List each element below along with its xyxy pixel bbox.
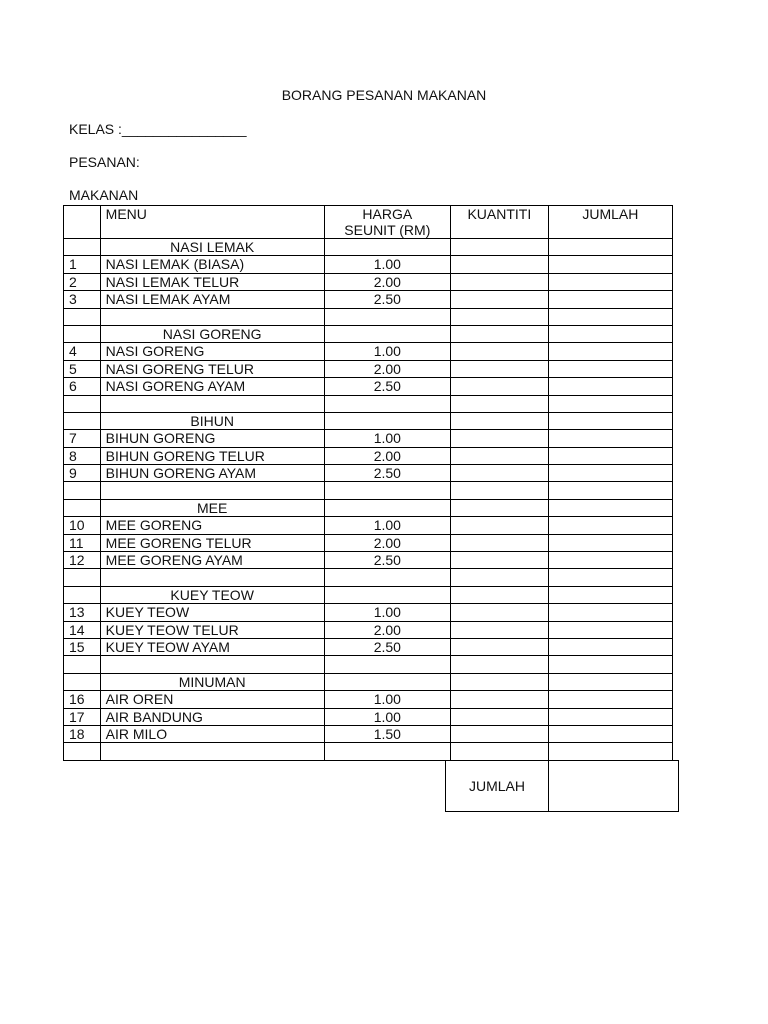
item-no: 13 (64, 604, 101, 621)
item-kuantiti-cell[interactable] (450, 343, 548, 360)
category-no-cell (64, 499, 101, 516)
item-name: AIR BANDUNG (100, 708, 324, 725)
item-no: 15 (64, 638, 101, 655)
item-kuantiti-cell[interactable] (450, 534, 548, 551)
table-row (64, 343, 673, 360)
item-no: 11 (64, 534, 101, 551)
spacer-cell (450, 395, 548, 412)
category-no-cell (64, 673, 101, 690)
spacer-cell (548, 308, 672, 325)
item-name: KUEY TEOW AYAM (100, 638, 324, 655)
header-harga-line2: SEUNIT (RM) (344, 222, 431, 238)
item-jumlah-cell[interactable] (548, 534, 672, 551)
spacer-cell (100, 569, 324, 586)
item-jumlah-cell[interactable] (548, 291, 672, 308)
item-jumlah-cell[interactable] (548, 465, 672, 482)
spacer-cell (450, 308, 548, 325)
table-row (64, 517, 673, 534)
category-jumlah-cell (548, 412, 672, 429)
item-name: BIHUN GORENG (100, 430, 324, 447)
item-no: 8 (64, 447, 101, 464)
spacer-cell (548, 743, 672, 760)
spacer-cell (324, 395, 450, 412)
item-kuantiti-cell[interactable] (450, 256, 548, 273)
item-price: 2.00 (324, 621, 450, 638)
item-no: 2 (64, 273, 101, 290)
item-price: 1.00 (324, 604, 450, 621)
item-no: 9 (64, 465, 101, 482)
item-price: 2.00 (324, 273, 450, 290)
item-name: NASI LEMAK AYAM (100, 291, 324, 308)
category-name: MEE (100, 499, 324, 516)
spacer-cell (64, 656, 101, 673)
category-no-cell (64, 586, 101, 603)
category-kuantiti-cell (450, 586, 548, 603)
item-price: 1.00 (324, 343, 450, 360)
item-name: MEE GORENG TELUR (100, 534, 324, 551)
category-name: MINUMAN (100, 673, 324, 690)
item-no: 10 (64, 517, 101, 534)
header-harga-line1: HARGA (362, 206, 413, 222)
item-name: NASI GORENG TELUR (100, 360, 324, 377)
item-price: 2.50 (324, 291, 450, 308)
item-no: 12 (64, 552, 101, 569)
item-kuantiti-cell[interactable] (450, 691, 548, 708)
item-kuantiti-cell[interactable] (450, 360, 548, 377)
spacer-row (64, 743, 673, 760)
item-name: NASI GORENG AYAM (100, 378, 324, 395)
category-row (64, 499, 673, 516)
spacer-cell (100, 743, 324, 760)
item-no: 7 (64, 430, 101, 447)
spacer-cell (64, 308, 101, 325)
category-no-cell (64, 325, 101, 342)
makanan-label: MAKANAN (69, 187, 139, 203)
item-kuantiti-cell[interactable] (450, 552, 548, 569)
table-row (64, 430, 673, 447)
spacer-cell (100, 395, 324, 412)
category-jumlah-cell (548, 499, 672, 516)
category-jumlah-cell (548, 239, 672, 256)
header-harga (324, 206, 450, 239)
item-price: 2.00 (324, 447, 450, 464)
item-price: 2.50 (324, 552, 450, 569)
item-jumlah-cell[interactable] (548, 708, 672, 725)
table-row (64, 691, 673, 708)
spacer-row (64, 395, 673, 412)
spacer-cell (64, 569, 101, 586)
table-row (64, 552, 673, 569)
item-name: BIHUN GORENG TELUR (100, 447, 324, 464)
category-kuantiti-cell (450, 239, 548, 256)
table-row (64, 638, 673, 655)
category-kuantiti-cell (450, 325, 548, 342)
form-title: BORANG PESANAN MAKANAN (281, 87, 487, 103)
spacer-cell (100, 482, 324, 499)
item-jumlah-cell[interactable] (548, 343, 672, 360)
item-price: 1.00 (324, 256, 450, 273)
item-name: AIR MILO (100, 725, 324, 742)
category-harga-cell (324, 325, 450, 342)
item-jumlah-cell[interactable] (548, 517, 672, 534)
category-jumlah-cell (548, 586, 672, 603)
spacer-cell (548, 395, 672, 412)
item-jumlah-cell[interactable] (548, 691, 672, 708)
item-name: KUEY TEOW (100, 604, 324, 621)
category-name: KUEY TEOW (100, 586, 324, 603)
item-no: 4 (64, 343, 101, 360)
item-no: 3 (64, 291, 101, 308)
table-row (64, 725, 673, 742)
item-no: 5 (64, 360, 101, 377)
item-price: 2.50 (324, 378, 450, 395)
spacer-cell (324, 308, 450, 325)
item-jumlah-cell[interactable] (548, 638, 672, 655)
item-no: 16 (64, 691, 101, 708)
pesanan-label: PESANAN: (69, 154, 140, 170)
spacer-row (64, 308, 673, 325)
header-no (64, 206, 101, 239)
item-jumlah-cell[interactable] (548, 604, 672, 621)
category-kuantiti-cell (450, 412, 548, 429)
item-jumlah-cell[interactable] (548, 725, 672, 742)
category-row (64, 586, 673, 603)
item-kuantiti-cell[interactable] (450, 447, 548, 464)
category-kuantiti-cell (450, 499, 548, 516)
category-no-cell (64, 239, 101, 256)
item-kuantiti-cell[interactable] (450, 604, 548, 621)
item-no: 14 (64, 621, 101, 638)
table-header-row (64, 206, 673, 239)
item-kuantiti-cell[interactable] (450, 291, 548, 308)
item-price: 1.50 (324, 725, 450, 742)
item-no: 1 (64, 256, 101, 273)
category-row (64, 412, 673, 429)
category-harga-cell (324, 673, 450, 690)
item-name: MEE GORENG AYAM (100, 552, 324, 569)
category-harga-cell (324, 412, 450, 429)
spacer-cell (548, 656, 672, 673)
total-row (446, 761, 679, 812)
item-name: KUEY TEOW TELUR (100, 621, 324, 638)
item-jumlah-cell[interactable] (548, 447, 672, 464)
category-name: NASI LEMAK (100, 239, 324, 256)
spacer-cell (450, 656, 548, 673)
item-kuantiti-cell[interactable] (450, 517, 548, 534)
item-name: BIHUN GORENG AYAM (100, 465, 324, 482)
category-name: BIHUN (100, 412, 324, 429)
header-menu: MENU (100, 206, 324, 239)
total-label: JUMLAH (446, 761, 549, 812)
spacer-cell (548, 569, 672, 586)
table-row (64, 360, 673, 377)
item-jumlah-cell[interactable] (548, 360, 672, 377)
category-jumlah-cell (548, 325, 672, 342)
item-price: 1.00 (324, 517, 450, 534)
category-harga-cell (324, 239, 450, 256)
total-value-cell[interactable] (549, 761, 679, 812)
spacer-cell (64, 743, 101, 760)
spacer-cell (64, 395, 101, 412)
item-jumlah-cell[interactable] (548, 552, 672, 569)
item-name: NASI GORENG (100, 343, 324, 360)
table-row (64, 534, 673, 551)
item-name: MEE GORENG (100, 517, 324, 534)
item-kuantiti-cell[interactable] (450, 273, 548, 290)
category-name: NASI GORENG (100, 325, 324, 342)
order-table (63, 205, 673, 761)
item-price: 2.00 (324, 360, 450, 377)
header-kuantiti: KUANTITI (450, 206, 548, 239)
category-row (64, 325, 673, 342)
spacer-cell (450, 569, 548, 586)
spacer-row (64, 569, 673, 586)
spacer-row (64, 482, 673, 499)
table-row (64, 273, 673, 290)
kelas-field[interactable]: KELAS :________________ (69, 121, 247, 137)
spacer-cell (324, 743, 450, 760)
header-jumlah: JUMLAH (548, 206, 672, 239)
category-jumlah-cell (548, 673, 672, 690)
table-row (64, 447, 673, 464)
item-kuantiti-cell[interactable] (450, 378, 548, 395)
order-table-body (64, 206, 673, 761)
table-row (64, 621, 673, 638)
item-price: 2.00 (324, 534, 450, 551)
item-no: 6 (64, 378, 101, 395)
item-price: 2.50 (324, 638, 450, 655)
spacer-cell (100, 656, 324, 673)
item-name: NASI LEMAK (BIASA) (100, 256, 324, 273)
item-name: NASI LEMAK TELUR (100, 273, 324, 290)
item-jumlah-cell[interactable] (548, 273, 672, 290)
item-name: AIR OREN (100, 691, 324, 708)
spacer-cell (64, 482, 101, 499)
item-kuantiti-cell[interactable] (450, 621, 548, 638)
table-row (64, 708, 673, 725)
table-row (64, 604, 673, 621)
category-no-cell (64, 412, 101, 429)
category-row (64, 673, 673, 690)
spacer-cell (324, 569, 450, 586)
item-no: 18 (64, 725, 101, 742)
item-kuantiti-cell[interactable] (450, 708, 548, 725)
item-kuantiti-cell[interactable] (450, 430, 548, 447)
table-row (64, 256, 673, 273)
item-price: 2.50 (324, 465, 450, 482)
category-row (64, 239, 673, 256)
spacer-cell (100, 308, 324, 325)
spacer-cell (548, 482, 672, 499)
spacer-cell (324, 482, 450, 499)
item-no: 17 (64, 708, 101, 725)
item-price: 1.00 (324, 430, 450, 447)
item-kuantiti-cell[interactable] (450, 638, 548, 655)
item-jumlah-cell[interactable] (548, 378, 672, 395)
item-price: 1.00 (324, 691, 450, 708)
item-jumlah-cell[interactable] (548, 256, 672, 273)
item-kuantiti-cell[interactable] (450, 725, 548, 742)
table-row (64, 378, 673, 395)
table-row (64, 291, 673, 308)
item-jumlah-cell[interactable] (548, 621, 672, 638)
item-kuantiti-cell[interactable] (450, 465, 548, 482)
category-harga-cell (324, 586, 450, 603)
spacer-row (64, 656, 673, 673)
spacer-cell (450, 743, 548, 760)
category-harga-cell (324, 499, 450, 516)
spacer-cell (450, 482, 548, 499)
spacer-cell (324, 656, 450, 673)
category-kuantiti-cell (450, 673, 548, 690)
item-jumlah-cell[interactable] (548, 430, 672, 447)
total-table (445, 760, 679, 812)
item-price: 1.00 (324, 708, 450, 725)
table-row (64, 465, 673, 482)
